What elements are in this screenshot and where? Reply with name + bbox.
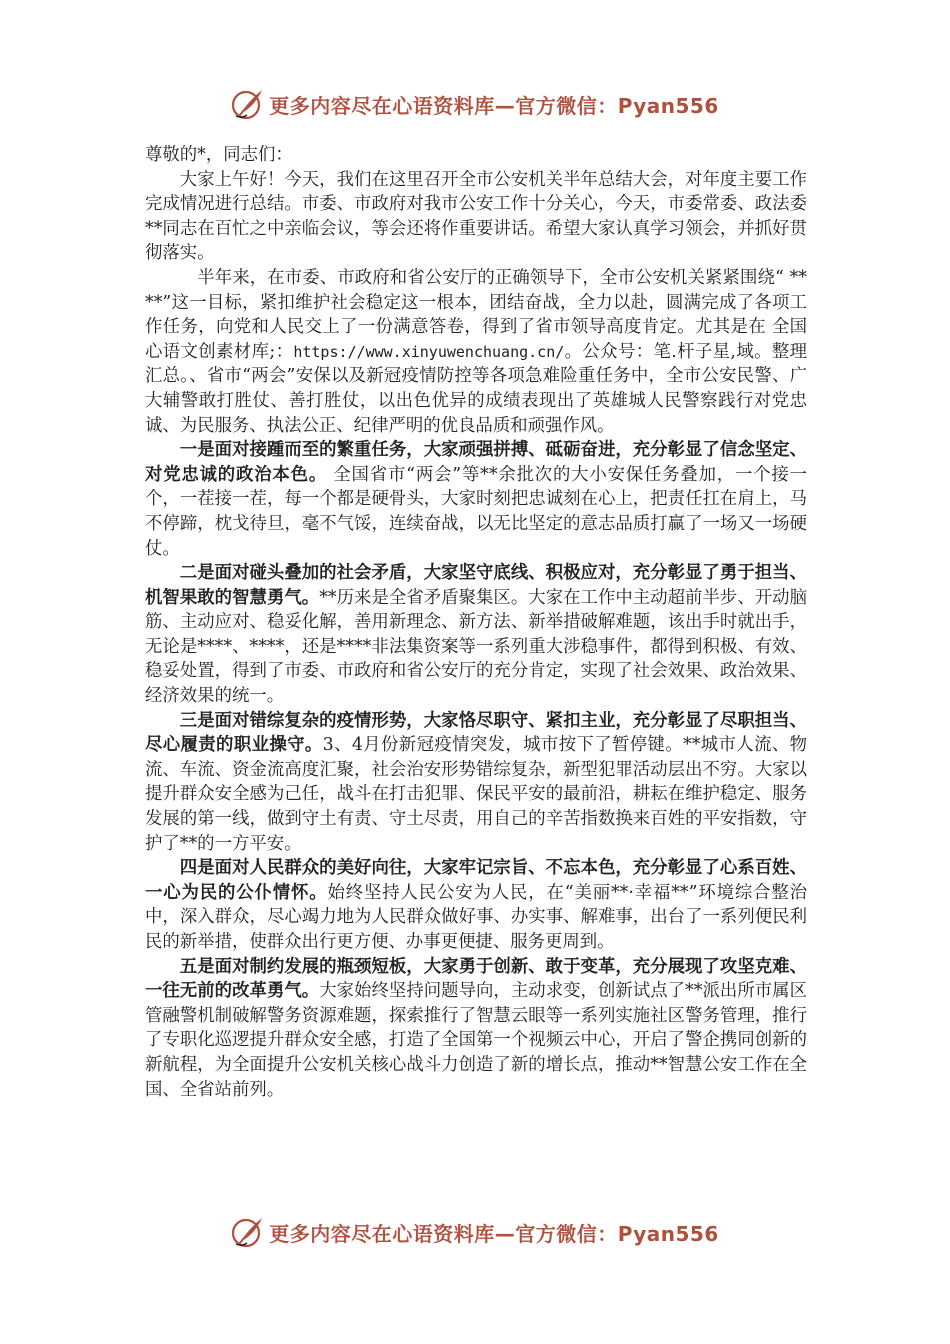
point-lead-3: 三是面对错综复杂的疫情形势，大家恪尽职守、紧扣主业，充分彰显了尽职担当、尽心履责的职业操守。 bbox=[145, 710, 807, 756]
document-body bbox=[145, 143, 807, 1102]
header-banner bbox=[0, 84, 950, 124]
point-body-2: **历来是全省矛盾聚集区。大家在工作中主动超前半步、开动脑筋、主动应对、稳妥化解，善用新理念、新方法、新举措破解难题，该出手时就出手，无论是****、****，还是****非法集资案等一系列重大涉稳事件，都得到积极、有效、稳妥处置，得到了市委、市政府和省公安厅的充分肯定，实现了社会效果、政治效果、经济效果的统一。 bbox=[145, 587, 807, 707]
point-paragraph-5 bbox=[145, 955, 807, 1103]
point-lead-5: 五是面对制约发展的瓶颈短板，大家勇于创新、敢于变革，充分展现了攻坚克难、一往无前的改革勇气。 bbox=[145, 956, 807, 1002]
point-lead-2: 二是面对碰头叠加的社会矛盾，大家坚守底线、积极应对，充分彰显了勇于担当、机智果敢的智慧勇气。 bbox=[145, 563, 807, 608]
summary-text-part2: 。公众号：笔.杆子星,域。整理汇总。、省市“两会”安保以及新冠疫情防控等各项急难险重任务中，全市公安民警、广大辅警敢打胜仗、善打胜仗，以出色优异的成绩表现出了英雄城人民警察践行对党忠诚、为民服务、执法公正、纪律严明的优良品质和顽强作风。 bbox=[145, 341, 807, 436]
point-paragraph-2 bbox=[145, 561, 807, 709]
summary-paragraph bbox=[145, 266, 807, 438]
point-lead-4: 四是面对人民群众的美好向往，大家牢记宗旨、不忘本色，充分彰显了心系百姓、一心为民的公仆情怀。 bbox=[145, 858, 807, 903]
salutation: 尊敬的*，同志们： bbox=[145, 145, 293, 165]
opening-paragraph: 大家上午好！今天，我们在这里召开全市公安机关半年总结大会，对年度主要工作完成情况进行总结。市委、市政府对我市公安工作十分关心，今天，市委常委、政法委**同志在百忙之中亲临会议，等会还将作重要讲话。希望大家认真学习领会，并抓好贯彻落实。 bbox=[145, 169, 807, 264]
point-body-4: 始终坚持人民公安为人民，在“美丽**·幸福**”环境综合整治中，深入群众，尽心竭力地为人民群众做好事、办实事、解难事，出台了一系列便民利民的新举措，使群众出行更方便、办事更便捷、服务更周到。 bbox=[145, 882, 807, 952]
point-paragraph-3 bbox=[145, 709, 807, 857]
feather-pen-logo-icon bbox=[231, 1215, 265, 1249]
footer-banner bbox=[0, 1212, 950, 1252]
summary-url: https://www.xinyuwenchuang.cn/ bbox=[293, 342, 565, 361]
point-lead-1: 一是面对接踵而至的繁重任务，大家顽强拼搏、砥砺奋进，充分彰显了信念坚定、对党忠诚的政治本色。 bbox=[145, 440, 807, 485]
summary-text-part1: 半年来，在市委、市政府和省公安厅的正确领导下，全市公安机关紧紧围绕“ ****”这一目标，紧扣维护社会稳定这一根本，团结奋战，全力以赴，圆满完成了各项工作任务，向党和人民交上了一份满意答卷，得到了省市领导高度肯定。尤其是在 全国心语文创素材库;： bbox=[145, 267, 807, 362]
footer-banner-text: 更多内容尽在心语资料库—官方微信：Pyan556 bbox=[269, 1221, 719, 1246]
point-paragraph-1 bbox=[145, 438, 807, 561]
header-banner-text: 更多内容尽在心语资料库—官方微信：Pyan556 bbox=[269, 93, 719, 118]
point-body-1: 全国省市“两会”等**余批次的大小安保任务叠加，一个接一个，一茬接一茬，每一个都是硬骨头，大家时刻把忠诚刻在心上，把责任扛在肩上，马不停蹄，枕戈待旦，毫不气馁，连续奋战，以无比坚定的意志品质打赢了一场又一场硬仗。 bbox=[145, 464, 807, 559]
feather-pen-logo-icon bbox=[231, 87, 265, 121]
point-body-3: 3、4月份新冠疫情突发，城市按下了暂停键。**城市人流、物流、车流、资金流高度汇聚，社会治安形势错综复杂，新型犯罪活动层出不穷。大家以提升群众安全感为己任，战斗在打击犯罪、保民平安的最前沿，耕耘在维护稳定、服务发展的第一线，做到守土有责、守土尽责，用自己的辛苦指数换来百姓的平安指数，守护了**的一方平安。 bbox=[145, 735, 807, 854]
point-paragraph-4 bbox=[145, 856, 807, 954]
point-body-5: 大家始终坚持问题导向，主动求变，创新试点了**派出所市属区管融警机制破解警务资源难题，探索推行了智慧云眼等一系列实施社区警务管理，推行了专职化巡逻提升群众安全感，打造了全国第一个视频云中心，开启了警企携同创新的新航程，为全面提升公安机关核心战斗力创造了新的增长点，推动**智慧公安工作在全国、全省站前列。 bbox=[145, 981, 807, 1100]
